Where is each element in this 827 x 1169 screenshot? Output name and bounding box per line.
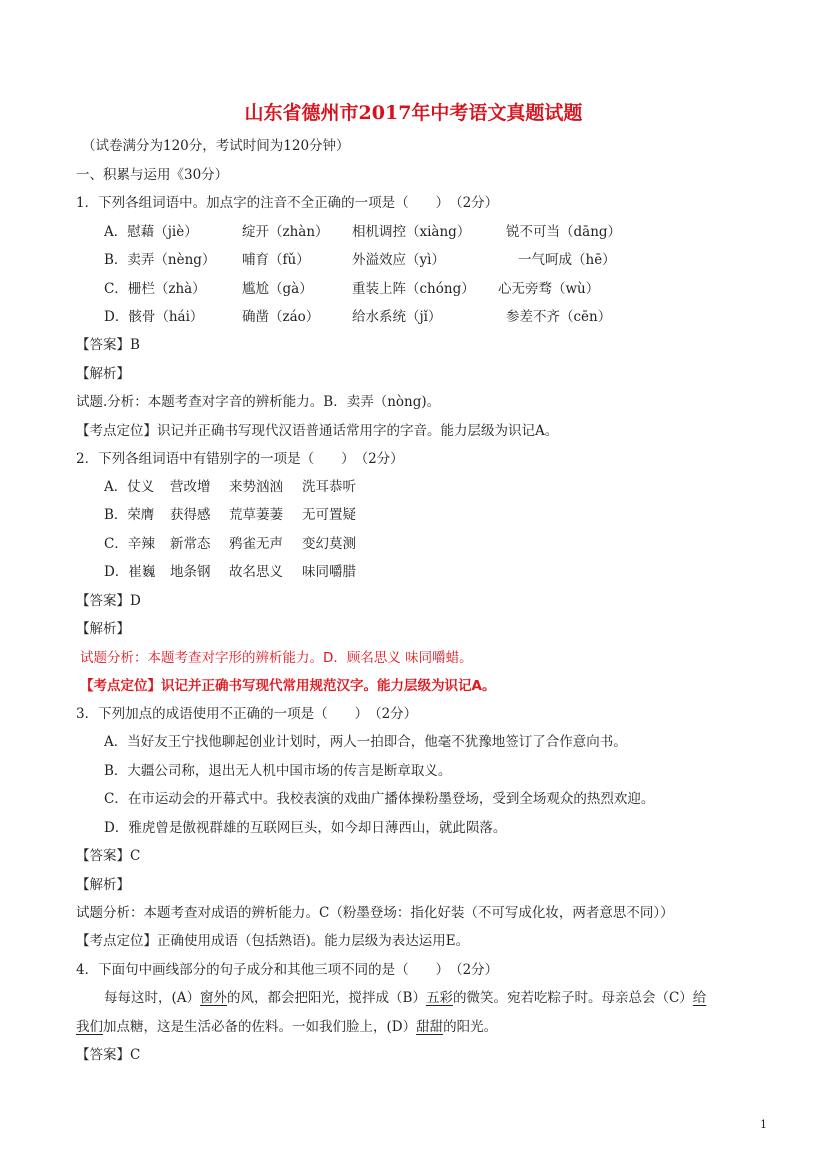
q3-answer: 【答案】C (76, 848, 141, 864)
q4-text-d: 加点糖，这是生活必备的佐料。一如我们脸上，(D） (103, 1019, 417, 1035)
q4-passage-line-1 (104, 989, 706, 1007)
q2-option-a-2: 营改增 (170, 479, 211, 495)
q1-point: 【考点定位】识记并正确书写现代汉语普通话常用字的字音。能力层级为识记A。 (76, 423, 559, 439)
q2-option-a-4: 洗耳恭听 (302, 479, 356, 495)
q1-option-c-3: 重装上阵（chóng） (352, 281, 475, 297)
q1-option-d-1: D．骸骨（hái） (104, 309, 204, 325)
q2-option-c-2: 新常态 (170, 536, 211, 552)
q2-option-c-1: C．辛辣 (104, 536, 155, 552)
q2-analysis: 试题分析：本题考查对字形的辨析能力。D．顾名思义 味同嚼蜡。 (80, 650, 473, 666)
q1-stem: 1．下列各组词语中。加点字的注音不全正确的一项是（ ） （2分） (76, 195, 499, 211)
q2-option-a-3: 来势汹汹 (229, 479, 283, 495)
section-heading: 一、积累与运用《30分） (76, 167, 229, 183)
page-number: 1 (760, 1118, 767, 1131)
q4-text-c: 的微笑。宛若吃粽子时。母亲总会（C） (452, 990, 693, 1006)
q1-answer: 【答案】B (76, 337, 140, 353)
q1-option-c-2: 尴尬（gà） (242, 281, 313, 297)
q2-option-c-3: 鸦雀无声 (229, 536, 283, 552)
q3-stem: 3．下列加点的成语使用不正确的一项是（ ） （2分） (76, 706, 418, 722)
q4-text-a: 每每这时，(A） (104, 990, 201, 1006)
q1-option-a-2: 绽开（zhàn） (242, 224, 329, 240)
q1-option-c-1: C．栅栏（zhà） (104, 281, 206, 297)
q1-option-d-2: 确凿（záo） (242, 309, 320, 325)
q1-option-a-4: 锐不可当（dāng） (506, 224, 622, 240)
q2-option-b-1: B．荣膺 (104, 507, 155, 523)
q1-option-b-3: 外溢效应（yì） (352, 252, 445, 268)
q3-analysis-label: 【解析】 (76, 877, 130, 893)
q2-option-d-4: 味同嚼腊 (302, 564, 356, 580)
q4-underlined-a: 窗外 (200, 990, 228, 1006)
q2-option-b-4: 无可置疑 (302, 507, 356, 523)
q3-option-d: D．雅虎曾是傲视群雄的互联网巨头，如今却日薄西山，就此陨落。 (104, 820, 507, 836)
q2-option-d-2: 地条钢 (170, 564, 211, 580)
q2-analysis-label: 【解析】 (76, 621, 130, 637)
q4-stem: 4．下面句中画线部分的句子成分和其他三项不同的是（ ） （2分） (76, 962, 499, 978)
q4-passage-line-2 (76, 1018, 497, 1036)
q1-option-a-1: A．慰藉（jiè） (104, 224, 198, 240)
q2-option-d-3: 故名思义 (229, 564, 283, 580)
q2-option-d-1: D．崔巍 (104, 564, 156, 580)
q1-option-d-3: 给水系统（jǐ） (352, 309, 442, 325)
q1-analysis: 试题.分析：本题考查对字音的辨析能力。B．卖弄（nòng)。 (76, 394, 441, 410)
q1-option-b-2: 哺育（fǔ） (242, 252, 310, 268)
q2-answer: 【答案】D (76, 593, 141, 609)
q2-option-b-2: 获得感 (170, 507, 211, 523)
q2-option-b-3: 荒草萋萋 (229, 507, 283, 523)
q1-option-a-3: 相机调控（xiàng） (352, 224, 471, 240)
q4-text-e: 的阳光。 (443, 1019, 498, 1035)
q2-option-a-1: A．仗义 (104, 479, 155, 495)
q3-option-a: A．当好友王宁找他聊起创业计划时，两人一拍即合，他毫不犹豫地签订了合作意向书。 (104, 734, 627, 750)
q1-option-b-4: 一气呵成（hē） (518, 252, 616, 268)
q4-underlined-d: 甜甜 (416, 1019, 444, 1035)
q1-option-b-1: B．卖弄（nèng） (104, 252, 216, 268)
q1-option-c-4: 心无旁骛（wù） (498, 281, 600, 297)
q3-analysis: 试题分析：本题考查对成语的辨析能力。C（粉墨登场：指化好装（不可写成化妆，两者意思不同）） (76, 905, 674, 921)
q4-underlined-c-start: 给 (692, 990, 707, 1006)
q1-analysis-label: 【解析】 (76, 366, 130, 382)
exam-note: （试卷满分为120分，考试时间为120分钟） (82, 138, 350, 154)
page-title: 山东省德州市2017年中考语文真题试题 (244, 102, 583, 124)
q4-underlined-b: 五彩 (425, 990, 453, 1006)
q2-option-c-4: 变幻莫测 (302, 536, 356, 552)
q1-option-d-4: 参差不齐（cēn） (506, 309, 612, 325)
q4-text-b: 的风，都会把阳光，搅拌成（B） (227, 990, 426, 1006)
q3-point: 【考点定位】正确使用成语（包括熟语)。能力层级为表达运用E。 (76, 933, 470, 949)
q2-stem: 2．下列各组词语中有错别字的一项是（ ） （2分） (76, 451, 404, 467)
q4-answer: 【答案】C (76, 1047, 141, 1063)
q4-underlined-c-end: 我们 (76, 1019, 103, 1035)
q3-option-c: C．在市运动会的开幕式中。我校表演的戏曲广播体操粉墨登场，受到全场观众的热烈欢迎。 (104, 791, 655, 807)
q3-option-b: B．大疆公司称，退出无人机中国市场的传言是断章取义。 (104, 763, 452, 779)
q2-point: 【考点定位】识记并正确书写现代常用规范汉字。能力层级为识记A。 (80, 678, 496, 694)
